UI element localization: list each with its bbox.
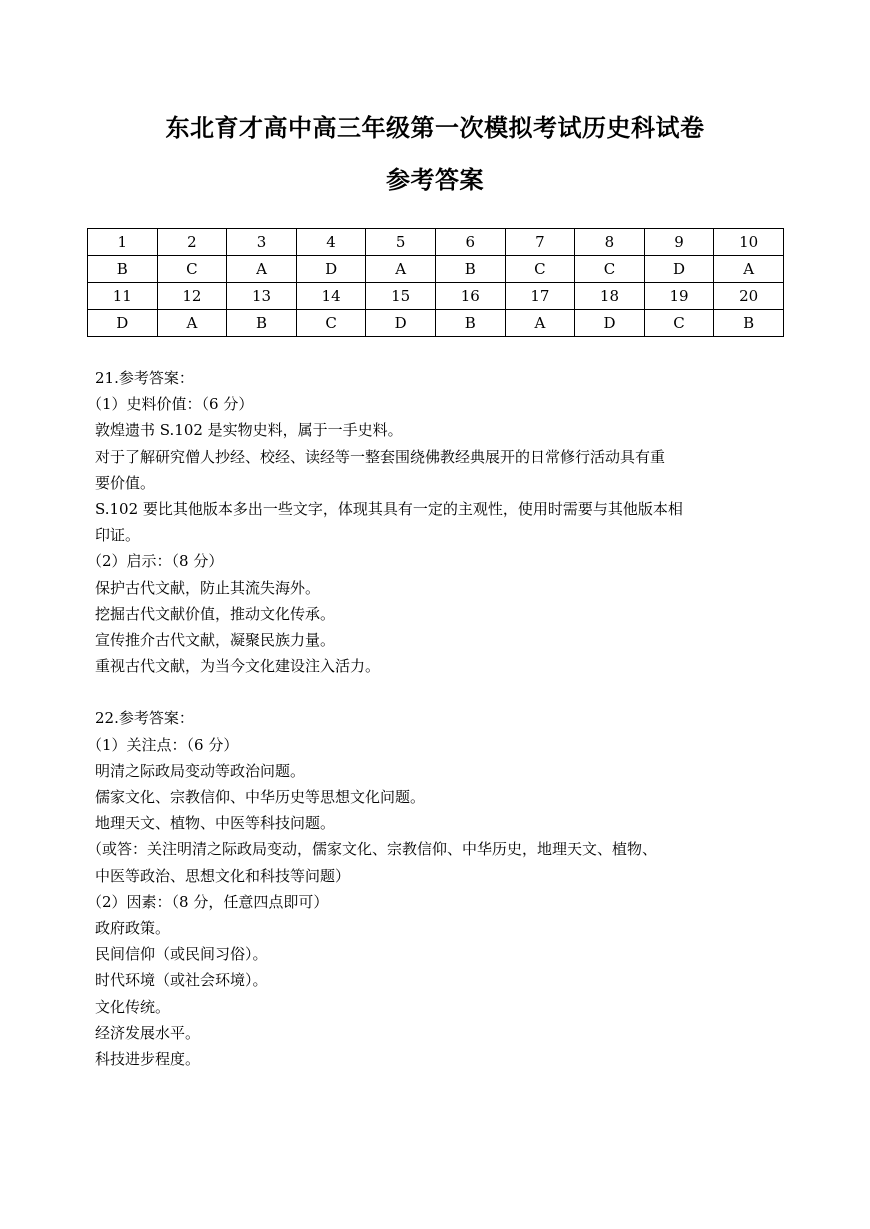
answer-table-cell: 1 xyxy=(88,229,158,256)
answer-table-cell: D xyxy=(296,256,366,283)
answer-table-cell: C xyxy=(644,310,714,337)
q22-line: （或答：关注明清之际政局变动，儒家文化、宗教信仰、中华历史，地理天文、植物、 xyxy=(87,840,658,859)
q21-line: 印证。 xyxy=(95,526,141,545)
answer-table-cell: 14 xyxy=(296,283,366,310)
q22-line: 民间信仰（或民间习俗）。 xyxy=(95,945,268,964)
answer-table-cell: B xyxy=(227,310,297,337)
section-gap xyxy=(95,679,795,705)
answer-table-row xyxy=(88,283,784,310)
answers-body xyxy=(87,365,795,1072)
answer-table-cell: 9 xyxy=(644,229,714,256)
answer-table-row xyxy=(88,256,784,283)
q21-line: 重视古代文献，为当今文化建设注入活力。 xyxy=(95,657,381,676)
answer-table-cell: B xyxy=(435,256,505,283)
answer-table-cell: 13 xyxy=(227,283,297,310)
q21-line: S.102 要比其他版本多出一些文字，体现其具有一定的主观性，使用时需要与其他版本相 xyxy=(95,500,683,519)
q21-part2-heading: （2）启示：（8 分） xyxy=(87,552,224,571)
q22-line: 科技进步程度。 xyxy=(95,1050,201,1069)
q22-line: 经济发展水平。 xyxy=(95,1023,201,1042)
answer-table-cell: 15 xyxy=(366,283,436,310)
answer-table-cell: A xyxy=(227,256,297,283)
answer-table-cell: C xyxy=(157,256,227,283)
answer-table-cell: 18 xyxy=(575,283,645,310)
q22-line: 文化传统。 xyxy=(95,997,171,1016)
answer-table-cell: 2 xyxy=(157,229,227,256)
answer-table-cell: A xyxy=(366,256,436,283)
answer-table-cell: 4 xyxy=(296,229,366,256)
answer-table-cell: 17 xyxy=(505,283,575,310)
answer-table-cell: 8 xyxy=(575,229,645,256)
answer-table-row xyxy=(88,310,784,337)
answer-table-cell: 19 xyxy=(644,283,714,310)
answer-table-cell: 5 xyxy=(366,229,436,256)
document-subtitle: 参考答案 xyxy=(386,166,484,194)
q21-line: 挖掘古代文献价值，推动文化传承。 xyxy=(95,604,336,623)
q21-heading: 21.参考答案： xyxy=(95,369,194,387)
q22-line: 时代环境（或社会环境）。 xyxy=(95,971,268,990)
answer-table-cell: C xyxy=(575,256,645,283)
q22-line: 地理天文、植物、中医等科技问题。 xyxy=(95,814,336,833)
answer-table-cell: A xyxy=(157,310,227,337)
answer-table-cell: A xyxy=(505,310,575,337)
answer-table-cell: B xyxy=(714,310,784,337)
q22-part2-heading: （2）因素：（8 分，任意四点即可） xyxy=(87,892,329,911)
answer-table-cell: D xyxy=(644,256,714,283)
answer-table-cell: D xyxy=(88,310,158,337)
answer-table-cell: 3 xyxy=(227,229,297,256)
q21-part1-heading: （1）史料价值：（6 分） xyxy=(87,395,254,414)
q22-part1-heading: （1）关注点：（6 分） xyxy=(87,735,239,754)
q21-line: 敦煌遗书 S.102 是实物史料，属于一手史料。 xyxy=(95,421,403,440)
q22-line: 儒家文化、宗教信仰、中华历史等思想文化问题。 xyxy=(95,788,426,807)
answer-table-cell: C xyxy=(505,256,575,283)
answer-table-row xyxy=(88,229,784,256)
answer-table-cell: 6 xyxy=(435,229,505,256)
answer-table-cell: D xyxy=(366,310,436,337)
answer-table-cell: 11 xyxy=(88,283,158,310)
answer-table-cell: B xyxy=(88,256,158,283)
answer-table-cell: B xyxy=(435,310,505,337)
answer-table-cell: A xyxy=(714,256,784,283)
q21-line: 保护古代文献，防止其流失海外。 xyxy=(95,578,321,597)
answer-table-cell: 12 xyxy=(157,283,227,310)
answer-table-cell: 7 xyxy=(505,229,575,256)
document-title: 东北育才高中高三年级第一次模拟考试历史科试卷 xyxy=(165,114,705,142)
q22-line: 中医等政治、思想文化和科技等问题） xyxy=(95,866,351,885)
answer-table-cell: D xyxy=(575,310,645,337)
q22-line: 明清之际政局变动等政治问题。 xyxy=(95,761,306,780)
q22-heading: 22.参考答案： xyxy=(95,709,194,728)
q21-line: 对于了解研究僧人抄经、校经、读经等一整套围绕佛教经典展开的日常修行活动具有重 xyxy=(95,447,666,466)
q21-line: 宣传推介古代文献，凝聚民族力量。 xyxy=(95,631,336,650)
answer-table xyxy=(87,228,784,337)
q22-line: 政府政策。 xyxy=(95,919,171,938)
answer-table-cell: C xyxy=(296,310,366,337)
q21-line: 要价值。 xyxy=(95,473,156,492)
answer-table-cell: 10 xyxy=(714,229,784,256)
answer-table-cell: 16 xyxy=(435,283,505,310)
answer-table-cell: 20 xyxy=(714,283,784,310)
